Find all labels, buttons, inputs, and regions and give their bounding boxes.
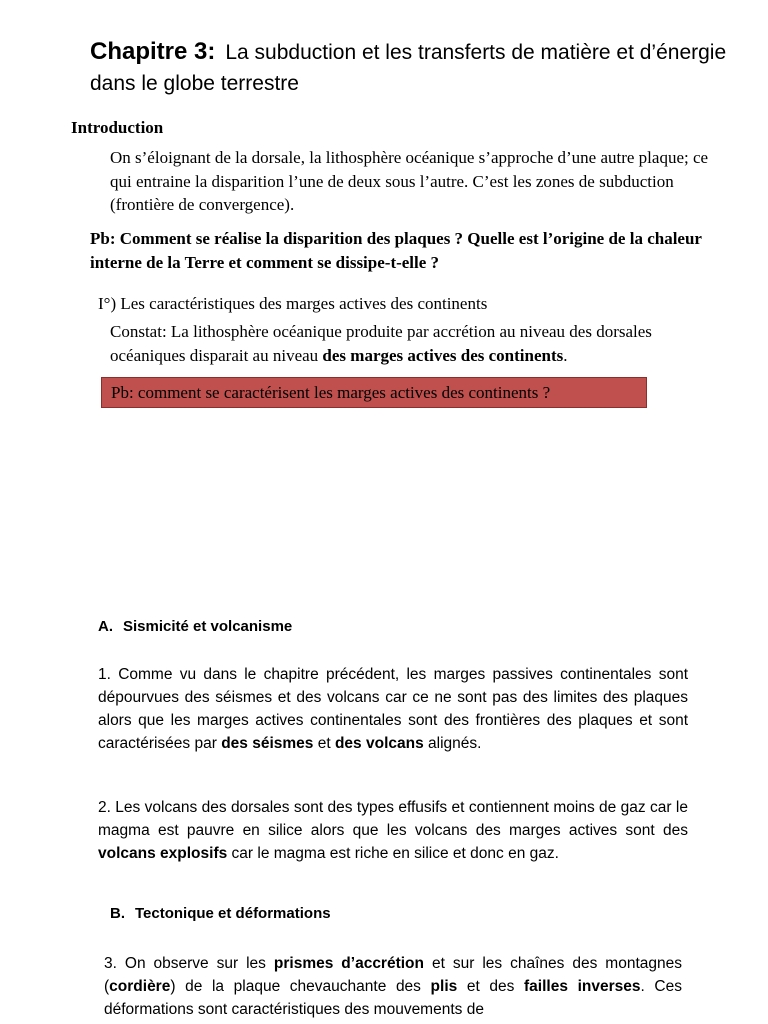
chapter-title: La subduction et les transferts de matière et d’énergie dans le globe terrestre [90, 41, 727, 95]
paragraph-1 [98, 663, 688, 755]
p3-a: 3. On observe sur les [104, 955, 274, 972]
paragraph-2 [98, 796, 688, 865]
p1-bold-volcans: des volcans [334, 735, 424, 752]
constat-text: Constat: La lithosphère océanique produite par accrétion au niveau des dorsales océaniques disparait au niveau [110, 322, 652, 365]
constat-end: . [563, 345, 568, 365]
subsection-b-letter: B. [110, 905, 125, 922]
introduction-text: On s’éloignant de la dorsale, la lithosphère océanique s’approche d’une autre plaque; ce qui entraine la disparition l’une de deux sous l’autre. C’est les zones de subduction (frontière de convergence). [110, 148, 709, 214]
paragraph-3 [104, 952, 682, 1021]
p1-text: 1. Comme vu dans le chapitre précédent, les marges passives continentales sont dépourvues des séismes et des volcans car ce ne sont pas des limites des plaques alors que les marges actives continentales sont des frontières des plaques et sont caractérisées par [98, 666, 688, 752]
p3-bold-prismes: prismes d’accrétion [273, 955, 424, 972]
p1-bold-seismes: des séismes [221, 735, 314, 752]
p1-mid: et [313, 735, 335, 752]
chapter-label: Chapitre 3: [90, 38, 216, 65]
subsection-a-heading [98, 618, 292, 635]
problem-box: Pb: comment se caractérisent les marges actives des continents ? [101, 377, 647, 408]
p3-e: et des [457, 978, 525, 995]
p3-f: . Ces déformations sont caractéristiques des mouvements de [104, 978, 682, 1018]
p2-end: car le magma est riche en silice et donc en gaz. [227, 845, 559, 862]
p3-c: et sur les chaînes des montagnes ( [104, 955, 682, 995]
page-title [90, 36, 750, 99]
constat-bold: des marges actives des continents [322, 345, 564, 365]
introduction-problem: Pb: Comment se réalise la disparition des plaques ? Quelle est l’origine de la chaleur interne de la Terre et comment se dissipe-t-elle ? [90, 229, 702, 272]
p3-bold-cordiere: cordière [109, 978, 171, 995]
p3-bold-plis: plis [430, 978, 458, 995]
introduction-heading: Introduction [71, 118, 164, 137]
p3-d: ) de la plaque chevauchante des [170, 978, 431, 995]
subsection-b-heading [110, 905, 331, 922]
subsection-b-title: Tectonique et déformations [135, 905, 331, 922]
section-heading: I°) Les caractéristiques des marges actives des continents [98, 294, 488, 313]
subsection-a-letter: A. [98, 618, 113, 635]
p1-end: alignés. [423, 735, 482, 752]
p2-text: 2. Les volcans des dorsales sont des types effusifs et contiennent moins de gaz car le magma est pauvre en silice alors que les volcans des marges actives sont des [98, 799, 688, 839]
p3-bold-failles: failles inverses [524, 978, 641, 995]
constat-paragraph [110, 320, 730, 367]
subsection-a-title: Sismicité et volcanisme [123, 618, 293, 635]
p2-bold: volcans explosifs [98, 845, 228, 862]
